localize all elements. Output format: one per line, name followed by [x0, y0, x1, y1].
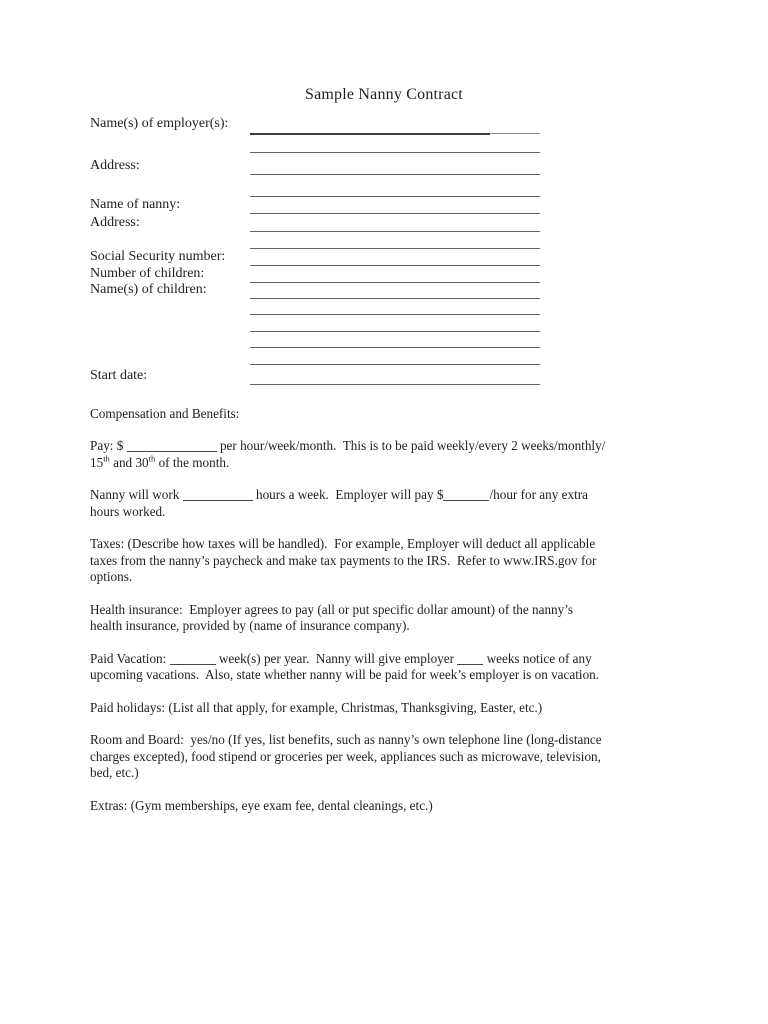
form-row — [90, 332, 678, 348]
field-label — [90, 151, 250, 153]
write-in-line — [250, 268, 540, 283]
field-group — [90, 113, 678, 153]
superscript: th — [148, 453, 156, 464]
write-in-line — [250, 199, 540, 214]
write-in-line — [250, 284, 540, 299]
field-label: Start date: — [90, 367, 148, 383]
form-row — [90, 175, 678, 197]
write-in-line — [250, 119, 540, 133]
form-fields — [90, 113, 678, 385]
write-in-line-light-segment — [490, 119, 540, 134]
form-row — [90, 266, 678, 282]
inline-blank — [457, 653, 483, 665]
form-row — [90, 232, 678, 249]
inline-blank — [443, 489, 489, 501]
write-in-line — [250, 317, 540, 332]
form-row — [90, 249, 678, 266]
field-group — [90, 197, 678, 266]
write-in-line — [250, 333, 540, 348]
form-row — [90, 283, 678, 299]
write-in-line-dark-segment — [250, 119, 490, 135]
taxes-paragraph: Taxes: (Describe how taxes will be handled). For example, Employer will deduct all applicable taxes from the nanny’s paycheck and make tax payments to the IRS. Refer to www.IRS.gov for options. — [90, 536, 597, 585]
extras-paragraph: Extras: (Gym memberships, eye exam fee, dental cleanings, etc.) — [90, 797, 433, 813]
field-group — [90, 266, 678, 364]
form-row — [90, 153, 678, 175]
field-group — [90, 365, 678, 385]
inline-blank — [183, 489, 253, 501]
write-in-line — [250, 182, 540, 197]
write-in-line — [250, 234, 540, 249]
form-row — [90, 113, 678, 133]
form-row — [90, 133, 678, 153]
paid-vacation-paragraph: Paid Vacation: week(s) per year. Nanny will give employer weeks notice of any upcoming vacations. Also, state whether nanny will be paid for week’s employer is on vacation. — [90, 650, 600, 683]
field-label — [90, 313, 250, 315]
write-in-line — [250, 160, 540, 175]
write-in-line — [250, 251, 540, 266]
field-label: Address: — [90, 158, 140, 173]
paragraphs — [90, 406, 678, 815]
field-label: Social Security number: — [90, 249, 226, 265]
field-label: Number of children: — [90, 265, 205, 281]
field-label: Name(s) of employer(s): — [90, 116, 229, 131]
form-row — [90, 214, 678, 231]
field-label — [90, 363, 250, 365]
write-in-line — [250, 370, 540, 385]
form-row — [90, 315, 678, 331]
inline-blank — [170, 653, 216, 665]
field-label: Name of nanny: — [90, 197, 181, 213]
form-row — [90, 299, 678, 315]
form-row — [90, 197, 678, 214]
field-label: Name(s) of children: — [90, 281, 207, 297]
write-in-line — [250, 138, 540, 153]
form-row — [90, 348, 678, 364]
health-insurance-paragraph: Health insurance: Employer agrees to pay (all or put specific dollar amount) of the nanny’s health insurance, provided by (name of insurance company). — [90, 601, 574, 634]
document-title: Sample Nanny Contract — [305, 86, 463, 103]
superscript: th — [103, 453, 110, 464]
room-and-board-paragraph: Room and Board: yes/no (If yes, list benefits, such as nanny’s own telephone line (long-distance charges excepted), food stipend or groceries per week, appliances such as microwave, television, bed, etc.) — [90, 732, 602, 781]
field-group — [90, 153, 678, 197]
field-label — [90, 346, 250, 348]
pay-paragraph: Pay: $ per hour/week/month. This is to be paid weekly/every 2 weeks/monthly/ 15th and 30th of the month. — [90, 438, 606, 470]
inline-blank — [127, 440, 217, 452]
compensation-benefits-heading: Compensation and Benefits: — [90, 405, 240, 421]
write-in-line — [250, 217, 540, 232]
paid-holidays-paragraph: Paid holidays: (List all that apply, for example, Christmas, Thanksgiving, Easter, etc.) — [90, 699, 543, 715]
field-label: Address: — [90, 214, 140, 230]
write-in-line — [250, 350, 540, 365]
field-label — [90, 330, 250, 332]
write-in-line — [250, 300, 540, 315]
form-row — [90, 365, 678, 385]
hours-paragraph: Nanny will work hours a week. Employer will pay $ /hour for any extra hours worked. — [90, 487, 588, 519]
